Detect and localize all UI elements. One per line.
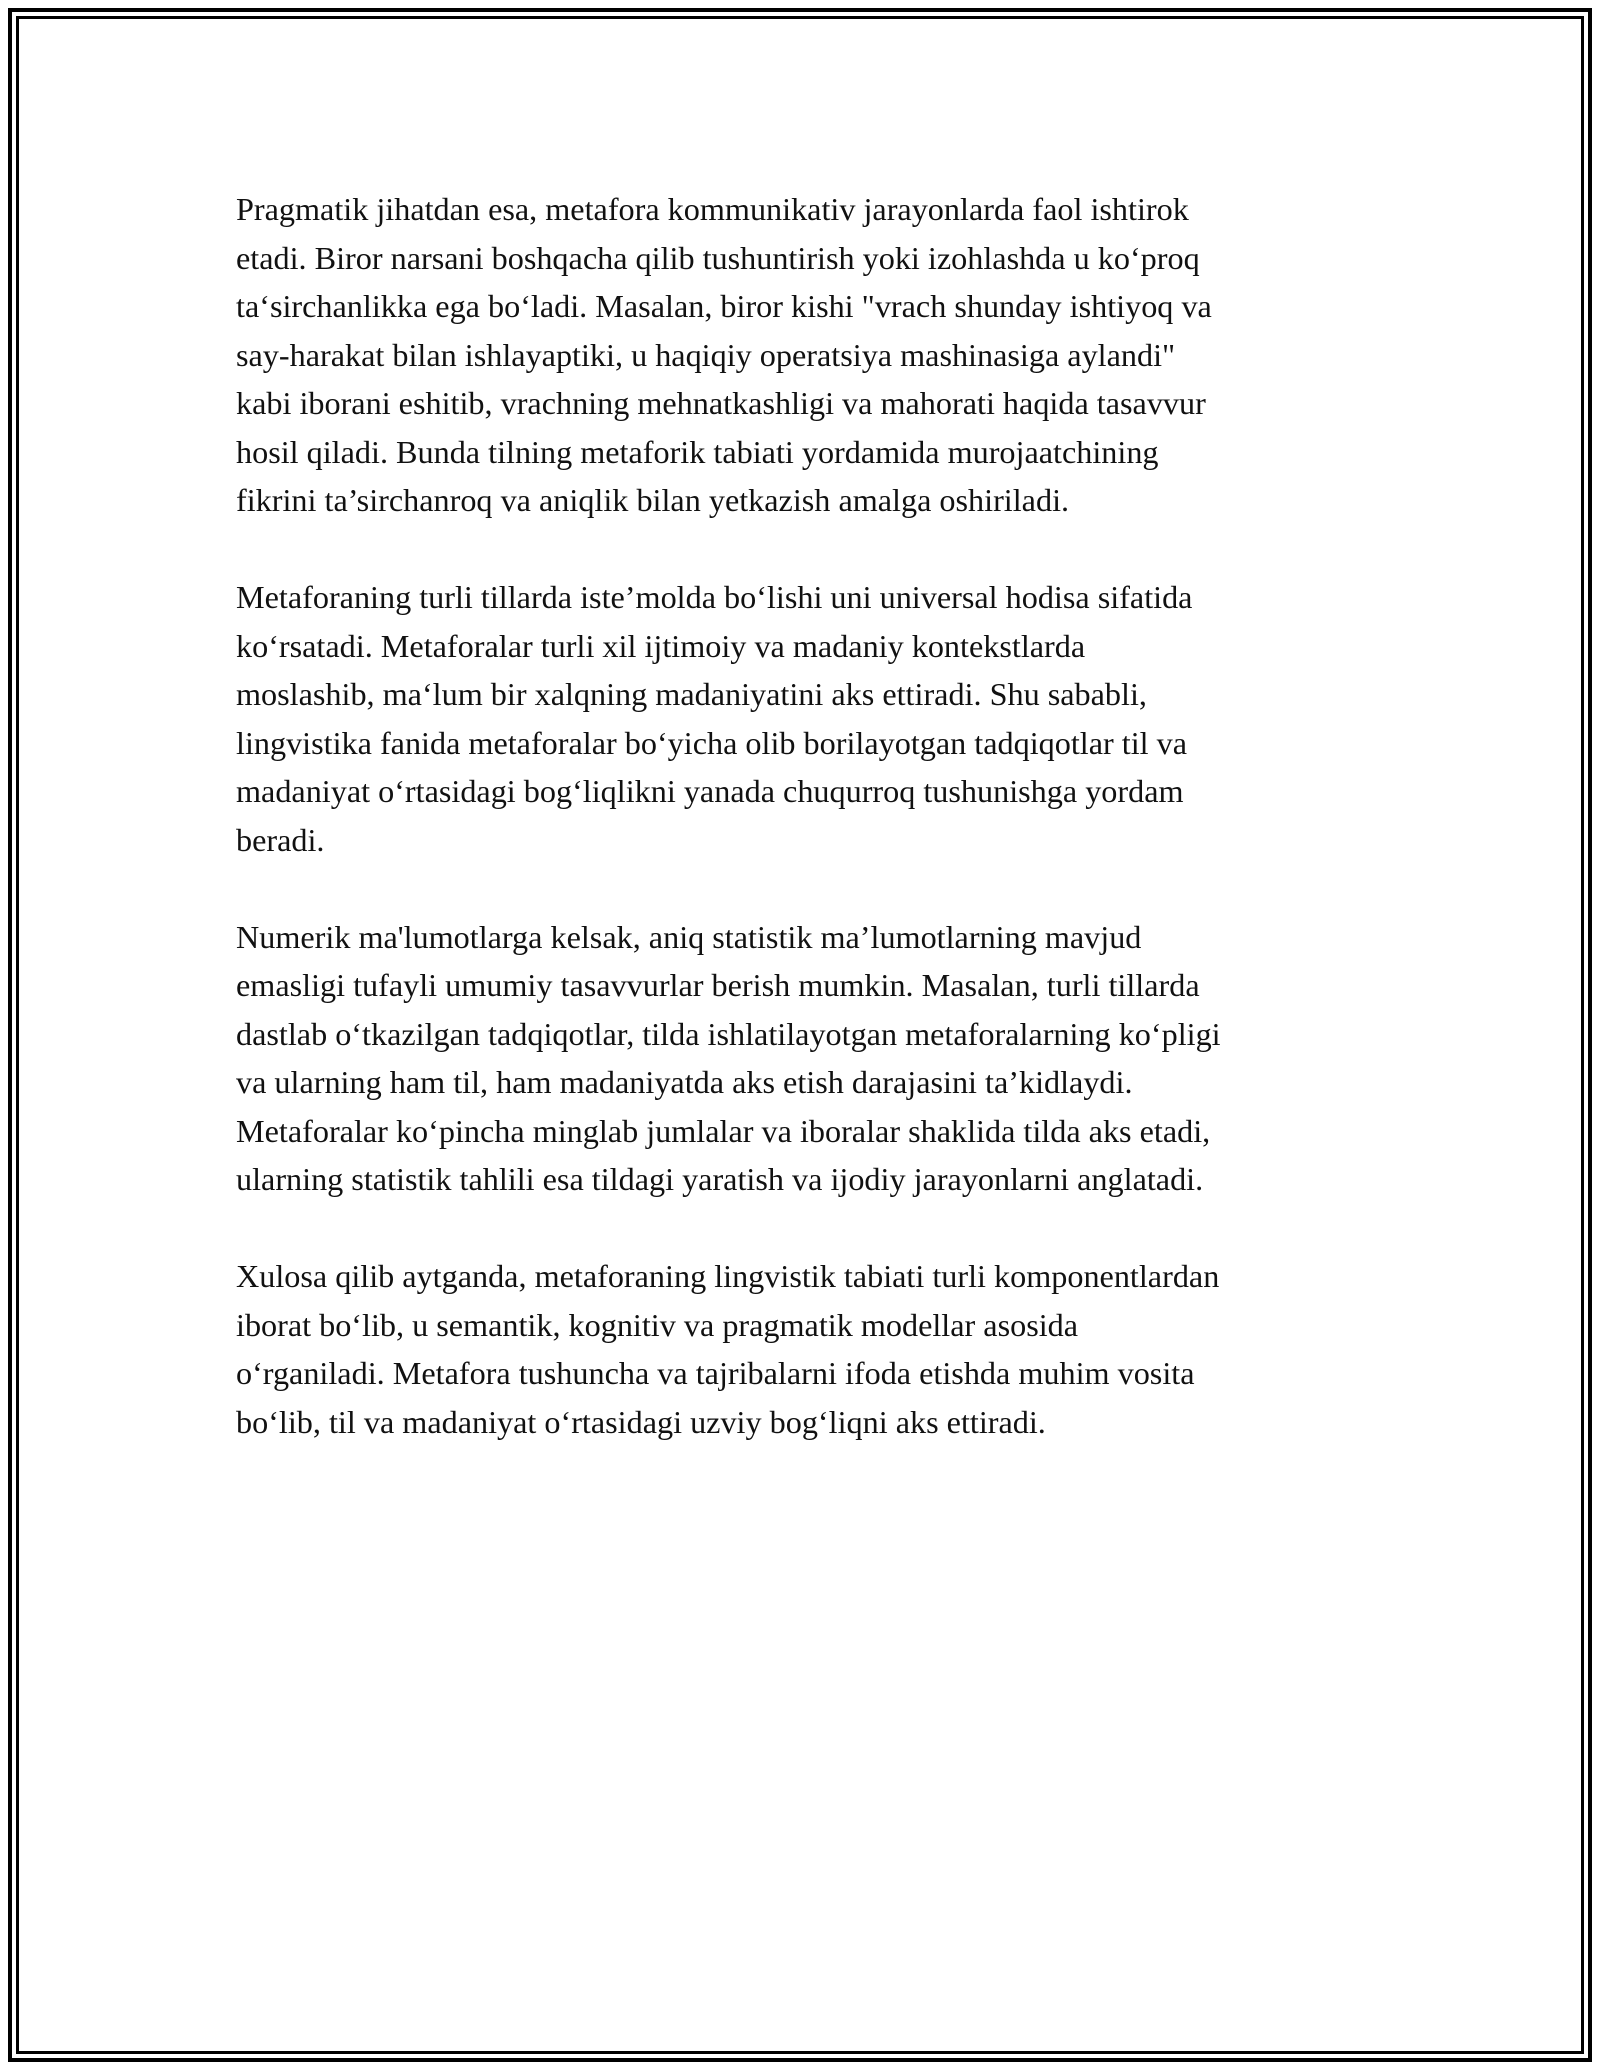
text-line: fikrini ta’sirchanroq va aniqlik bilan yetkazish amalga oshiriladi. [236,482,1070,518]
text-line: beradi. [236,821,325,858]
paragraph-4 [236,1252,1366,1446]
text-line: hosil qiladi. Bunda tilning metaforik tabiati yordamida murojaatchining [236,433,1159,470]
text-line: Xulosa qilib aytganda, metaforaning lingvistik tabiati turli komponentlardan [236,1258,1220,1294]
text-line: Pragmatik jihatdan esa, metafora kommunikativ jarayonlarda faol ishtirok [236,191,1189,227]
text-line: lingvistika fanida metaforalar bo‘yicha olib borilayotgan tadqiqotlar til va [236,724,1188,761]
text-line: Metaforaning turli tillarda iste’molda bo‘lishi uni universal hodisa sifatida [236,579,1193,615]
text-line: ularning statistik tahlili esa tildagi yaratish va ijodiy jarayonlarni anglatadi. [236,1161,1204,1197]
document-body [236,185,1366,1495]
text-line: madaniyat o‘rtasidagi bog‘liqlikni yanada chuqurroq tushunishga yordam [236,773,1184,809]
text-line: emasligi tufayli umumiy tasavvurlar berish mumkin. Masalan, turli tillarda [236,967,1200,1003]
text-line: etadi. Biror narsani boshqacha qilib tushuntirish yoki izohlashda u ko‘proq [236,239,1200,276]
text-line: iborat bo‘lib, u semantik, kognitiv va pragmatik modellar asosida [236,1306,1079,1343]
text-line: kabi iborani eshitib, vrachning mehnatkashligi va mahorati haqida tasavvur [236,385,1206,421]
text-line: o‘rganiladi. Metafora tushuncha va tajribalarni ifoda etishda muhim vosita [236,1355,1195,1391]
text-line: va ularning ham til, ham madaniyatda aks etish darajasini ta’kidlaydi. [236,1064,1133,1100]
paragraph-1 [236,185,1366,525]
text-line: ko‘rsatadi. Metaforalar turli xil ijtimoiy va madaniy kontekstlarda [236,627,1086,664]
text-line: Metaforalar ko‘pincha minglab jumlalar va iboralar shaklida tilda aks etadi, [236,1112,1211,1149]
text-line: dastlab o‘tkazilgan tadqiqotlar, tilda ishlatilayotgan metaforalarning ko‘pligi [236,1015,1221,1052]
text-line: ta‘sirchanlikka ega bo‘ladi. Masalan, biror kishi "vrach shunday ishtiyoq va [236,288,1212,324]
text-line: Numerik ma'lumotlarga kelsak, aniq statistik ma’lumotlarning mavjud [236,918,1142,955]
paragraph-3 [236,913,1366,1204]
text-line: moslashib, ma‘lum bir xalqning madaniyatini aks ettiradi. Shu sababli, [236,676,1147,712]
paragraph-2 [236,573,1366,864]
text-line: say-harakat bilan ishlayaptiki, u haqiqiy operatsiya mashinasiga aylandi" [236,336,1176,373]
text-line: bo‘lib, til va madaniyat o‘rtasidagi uzviy bog‘liqni aks ettiradi. [236,1403,1046,1440]
